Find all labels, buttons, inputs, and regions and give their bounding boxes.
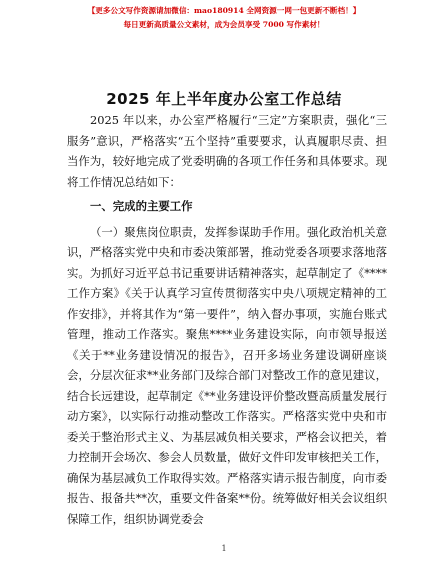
intro-paragraph: 2025 年以来，办公室严格履行“三定”方案职责，强化“三服务”意识，严格落实“五个坚持”重要要求，认真履职尽责、担当作为，较好地完成了党委明确的各项工作任务和具体要求。现将工作情况总结如下： (67, 113, 387, 189)
document-title: 2025 年上半年度办公室工作总结 (106, 90, 342, 108)
page-number: 1 (221, 544, 227, 553)
promo-banner-line-2: 每日更新高质量公文素材，成为会员享受 7000 写作素材！ (123, 20, 325, 29)
section-heading-1: 一、完成的主要工作 (90, 199, 193, 213)
section-1-paragraph-1: （一）聚焦岗位职责，发挥参谋助手作用。强化政治机关意识，严格落实党中央和市委决策部署，推动党委各项要求落地落实。为抓好习近平总书记重要讲话精神落实，起草制定了《****工作方案》《关于认真学习宣传贯彻落实中央八项规定精神的工作安排》，并将其作为“第一要件”，纳入督办事项，实施台账式管理，推动工作落实。聚焦****业务建设实际，向市领导报送《关于**业务建设情况的报告》，召开多场业务建设调研座谈会，分层次征求**业务部门及综合部门对整改工作的意见建议，结合长远建设，起草制定《**业务建设评价整改暨高质量发展行动方案》，以实际行动推动整改工作落实。严格落实党中央和市委关于整治形式主义、为基层减负相关要求，严格会议把关，着力控制开会场次、参会人员数量，做好文件印发审核把关工作，确保为基层减负工作取得实效。严格落实请示报告制度，向市委报告、报备共**次，重要文件备案**份。统筹做好相关会议组织保障工作，组织协调党委会 (67, 224, 387, 526)
promo-banner-line-1: 【更多公文写作资源请加微信：mao180914 全网资源一网一包更新不断档！】 (87, 6, 361, 15)
document-body (67, 110, 387, 529)
promo-banner (0, 6, 448, 30)
